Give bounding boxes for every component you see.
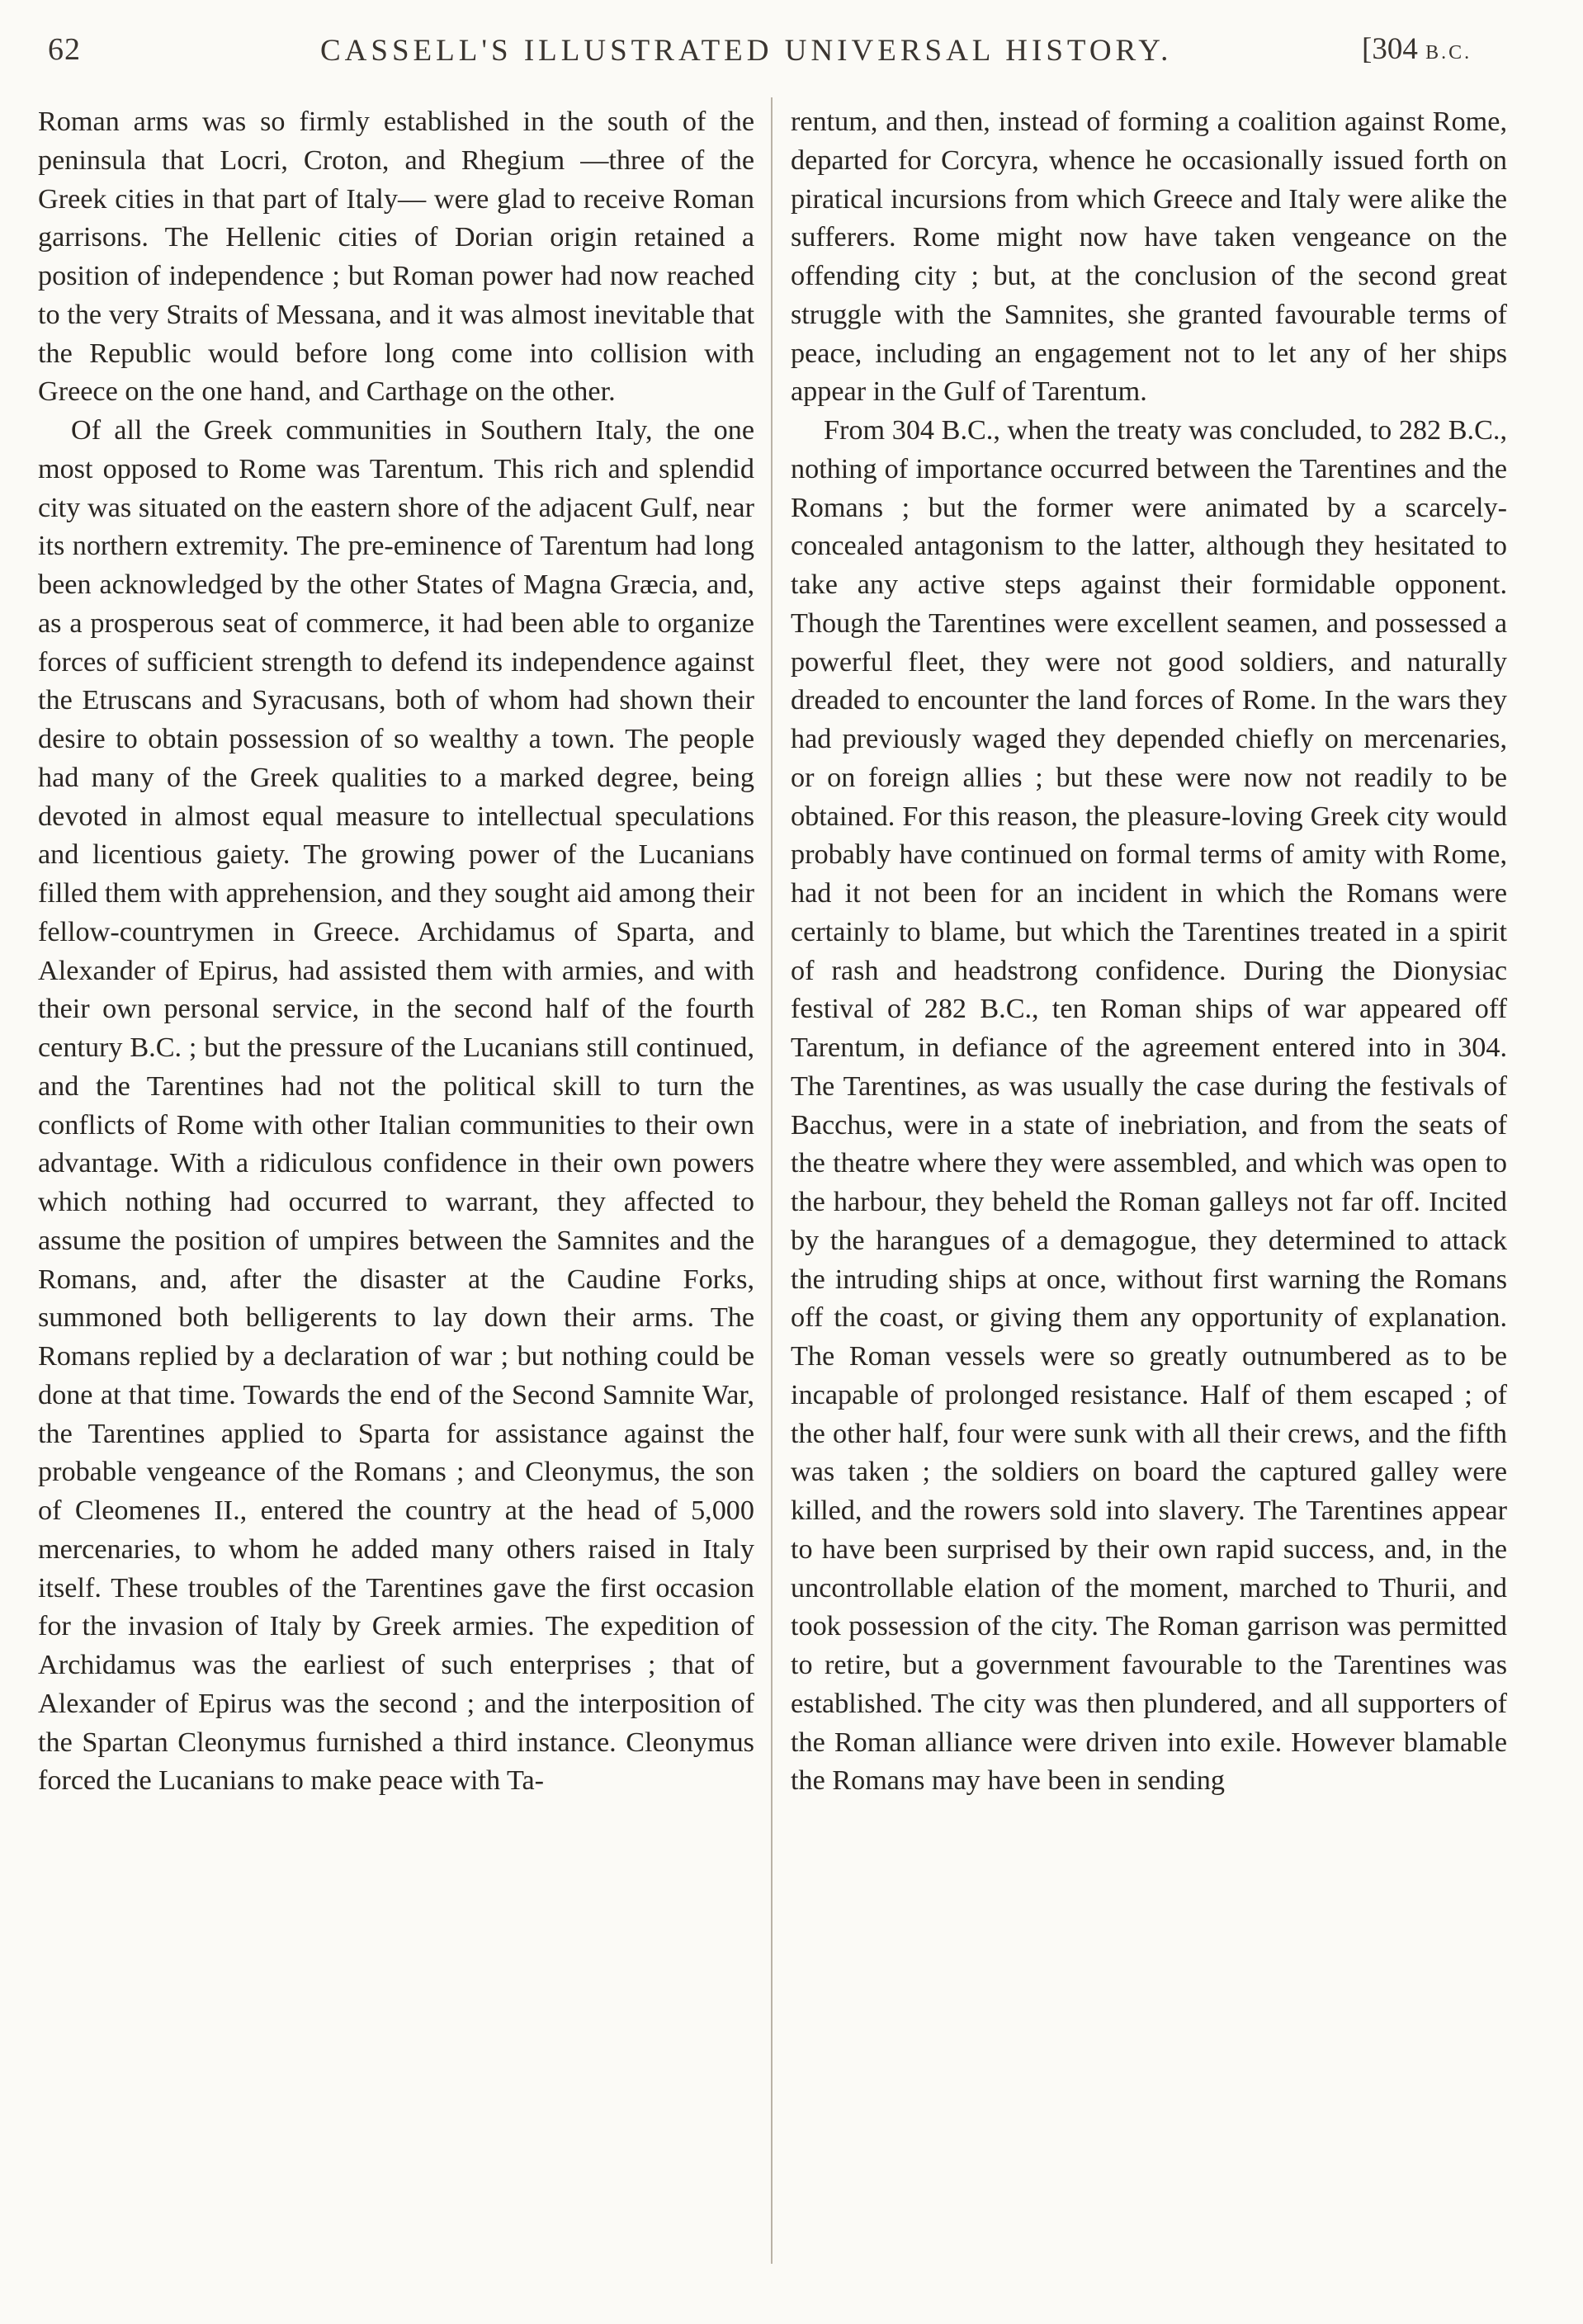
running-date <box>1362 31 1472 67</box>
right-paragraph-2: From 304 B.C., when the treaty was concluded, to 282 B.C., nothing of importance occurred between the Tarentines and the Romans ; but the former were animated by a scarcely-concealed antagonism to the latter, although they hesitated to take any active steps against their formidable opponent. Though the Tarentines were excellent seamen, and possessed a powerful fleet, they were not good soldiers, and naturally dreaded to encounter the land forces of Rome. In the wars they had previously waged they depended chiefly on mercenaries, or on foreign allies ; but these were now not readily to be obtained. For this reason, the pleasure-loving Greek city would probably have continued on formal terms of amity with Rome, had it not been for an incident in which the Romans were certainly to blame, but which the Tarentines treated in a spirit of rash and headstrong confidence. During the Dionysiac festival of 282 B.C., ten Roman ships of war appeared off Tarentum, in defiance of the agreement entered into in 304. The Tarentines, as was usually the case during the festivals of Bacchus, were in a state of inebriation, and from the seats of the theatre where they were assembled, and which was open to the harbour, they beheld the Roman galleys not far off. Incited by the harangues of a demagogue, they determined to attack the intruding ships at once, without first warning the Romans off the coast, or giving them any opportunity of explanation. The Roman vessels were so greatly outnumbered as to be incapable of prolonged resistance. Half of them escaped ; of the other half, four were sunk with all their crews, and the fifth was taken ; the soldiers on board the captured galley were killed, and the rowers sold into slavery. The Tarentines appear to have been surprised by their own rapid success, and, in the uncontrollable elation of the moment, marched to Thurii, and took possession of the city. The Roman garrison was permitted to retire, but a government favourable to the Tarentines was established. The city was then plundered, and all supporters of the Roman alliance were driven into exile. However blamable the Romans may have been in sending <box>791 415 1507 1797</box>
left-column <box>38 103 754 1801</box>
right-paragraph-1: rentum, and then, instead of forming a coalition against Rome, departed for Corcyra, whence he occasionally issued forth on piratical incursions from which Greece and Italy were alike the sufferers. Rome might now have taken vengeance on the offending city ; but, at the conclusion of the second great struggle with the Samnites, she granted favourable terms of peace, including an engagement not to let any of her ships appear in the Gulf of Tarentum. <box>791 106 1507 408</box>
page-header <box>48 31 1500 81</box>
column-divider <box>771 97 773 2264</box>
right-column <box>791 103 1507 1801</box>
left-paragraph-2: Of all the Greek communities in Southern Italy, the one most opposed to Rome was Tarentum. This rich and splendid city was situated on the eastern shore of the adjacent Gulf, near its northern extremity. The pre-eminence of Tarentum had long been acknowledged by the other States of Magna Græcia, and, as a prosperous seat of commerce, it had been able to organize forces of sufficient strength to defend its independence against the Etruscans and Syracusans, both of whom had shown their desire to obtain possession of so wealthy a town. The people had many of the Greek qualities to a marked degree, being devoted in almost equal measure to intellectual speculations and licentious gaiety. The growing power of the Lucanians filled them with apprehension, and they sought aid among their fellow-countrymen in Greece. Archidamus of Sparta, and Alexander of Epirus, had assisted them with armies, and with their own personal service, in the second half of the fourth century B.C. ; but the pressure of the Lucanians still continued, and the Tarentines had not the political skill to turn the conflicts of Rome with other Italian communities to their own advantage. With a ridiculous confidence in their own powers which nothing had occurred to warrant, they affected to assume the position of umpires between the Samnites and the Romans, and, after the disaster at the Caudine Forks, summoned both belligerents to lay down their arms. The Romans replied by a declaration of war ; but nothing could be done at that time. Towards the end of the Second Samnite War, the Tarentines applied to Sparta for assistance against the probable vengeance of the Romans ; and Cleonymus, the son of Cleomenes II., entered the country at the head of 5,000 mercenaries, to whom he added many others raised in Italy itself. These troubles of the Tarentines gave the first occasion for the invasion of Italy by Greek armies. The expedition of Archidamus was the earliest of such enterprises ; that of Alexander of Epirus was the second ; and the interposition of the Spartan Cleonymus furnished a third instance. Cleonymus forced the Lucanians to make peace with Ta- <box>38 415 754 1797</box>
left-paragraph-1: Roman arms was so firmly established in the south of the peninsula that Locri, Croton, and Rhegium —three of the Greek cities in that part of Italy— were glad to receive Roman garrisons. The Hellenic cities of Dorian origin retained a position of independence ; but Roman power had now reached to the very Straits of Messana, and it was almost inevitable that the Republic would before long come into collision with Greece on the one hand, and Carthage on the other. <box>38 106 754 408</box>
running-title: CASSELL'S ILLUSTRATED UNIVERSAL HISTORY. <box>320 34 1173 68</box>
running-date-year: [304 <box>1362 32 1426 66</box>
page-number: 62 <box>48 32 81 67</box>
running-date-era: B.C. <box>1425 42 1472 64</box>
